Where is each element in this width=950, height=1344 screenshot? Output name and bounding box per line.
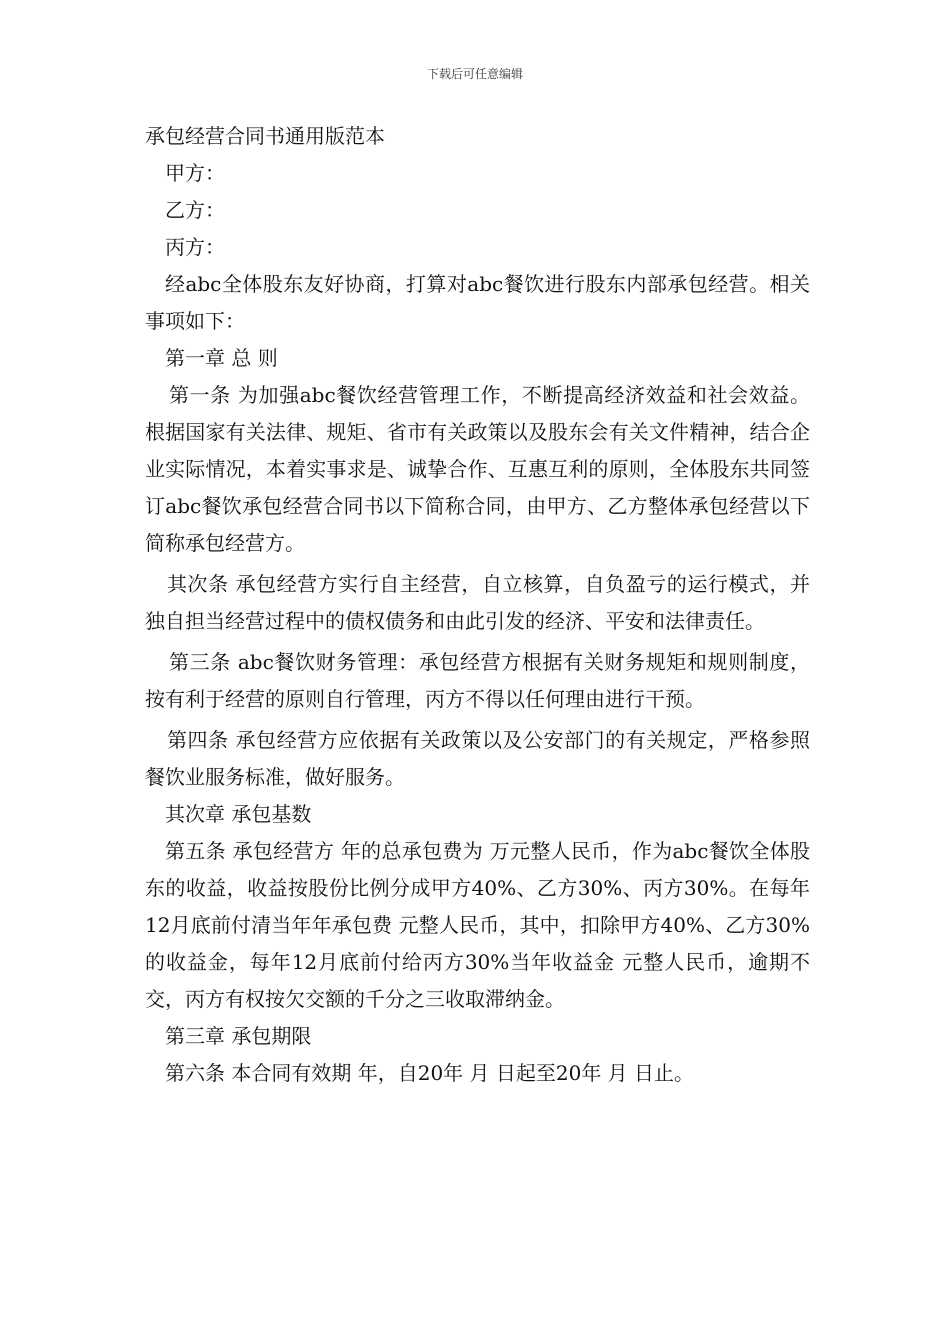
article-1: 第一条 为加强abc餐饮经营管理工作，不断提高经济效益和社会效益。根据国家有关法律、规矩、省市有关政策以及股东会有关文件精神，结合企业实际情况，本着实事求是、诚挚合作、互惠互利的原则，全体股东共同签订abc餐饮承包经营合同书以下简称合同，由甲方、乙方整体承包经营以下简称承包经营方。: [145, 383, 810, 555]
chapter-1-heading: 第一章 总 则: [165, 346, 278, 370]
article-2: 其次条 承包经营方实行自主经营，自立核算，自负盈亏的运行模式，并独自担当经营过程中的债权债务和由此引发的经济、平安和法律责任。: [145, 572, 810, 633]
chapter-2-heading: 其次章 承包基数: [165, 802, 312, 826]
intro-paragraph: 经abc全体股东友好协商，打算对abc餐饮进行股东内部承包经营。相关事项如下：: [145, 272, 810, 333]
article-5: 第五条 承包经营方 年的总承包费为 万元整人民币，作为abc餐饮全体股东的收益，收益按股份比例分成甲方40%、乙方30%、丙方30%。在每年12月底前付清当年年承包费 元整人民币，其中，扣除甲方40%、乙方30%的收益金，每年12月底前付给丙方30%当年收益金 元整人民币，逾期不交，丙方有权按欠交额的千分之三收取滞纳金。: [145, 839, 810, 1011]
article-3: 第三条 abc餐饮财务管理：承包经营方根据有关财务规矩和规则制度，按有利于经营的原则自行管理，丙方不得以任何理由进行干预。: [145, 650, 810, 711]
chapter-3-heading: 第三章 承包期限: [165, 1024, 312, 1048]
document-body: [145, 118, 810, 1092]
header-note: 下载后可任意编辑: [426, 67, 523, 81]
party-a-line: 甲方：: [165, 161, 225, 185]
article-4: 第四条 承包经营方应依据有关政策以及公安部门的有关规定，严格参照餐饮业服务标准，做好服务。: [145, 728, 810, 789]
document-title: 承包经营合同书通用版范本: [145, 124, 385, 148]
party-b-line: 乙方：: [165, 198, 225, 222]
party-c-line: 丙方：: [165, 235, 225, 259]
article-6: 第六条 本合同有效期 年，自20年 月 日起至20年 月 日止。: [165, 1061, 695, 1085]
